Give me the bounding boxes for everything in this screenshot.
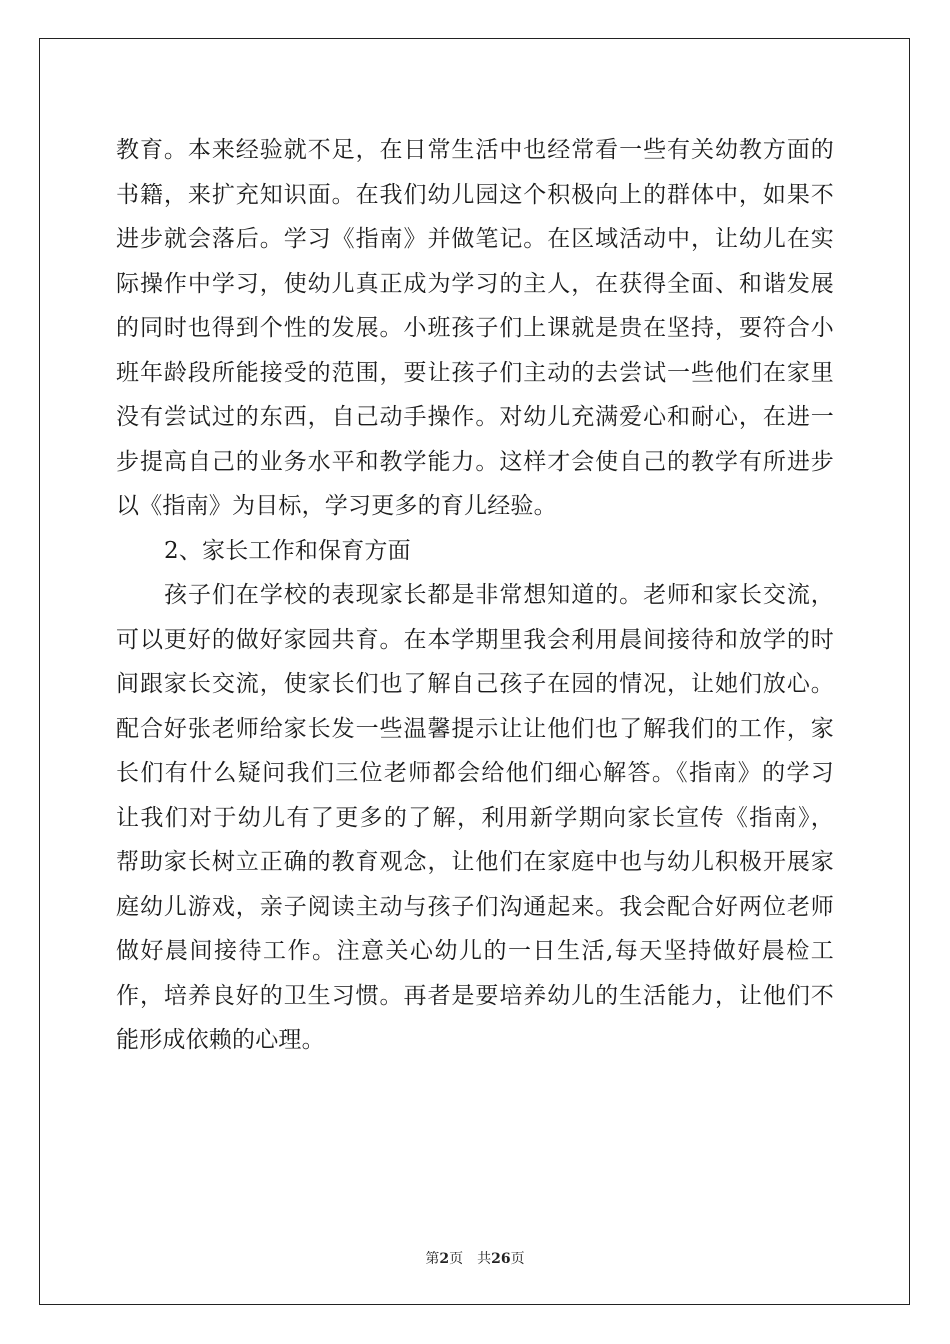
document-body <box>116 128 834 1063</box>
body-line: 庭幼儿游戏，亲子阅读主动与孩子们沟通起来。我会配合好两位老师 <box>116 893 834 920</box>
body-line: 长们有什么疑问我们三位老师都会给他们细心解答。《指南》的学习 <box>116 760 834 786</box>
page-mid: 页 共 <box>449 1251 492 1267</box>
body-line: 做好晨间接待工作。注意关心幼儿的一日生活,每天坚持做好晨检工 <box>116 938 834 964</box>
body-line: 没有尝试过的东西，自己动手操作。对幼儿充满爱心和耐心，在进一 <box>116 404 834 430</box>
body-line: 以《指南》为目标，学习更多的育儿经验。 <box>116 493 557 519</box>
body-line: 班年龄段所能接受的范围，要让孩子们主动的去尝试一些他们在家里 <box>116 359 834 386</box>
body-line: 进步就会落后。学习《指南》并做笔记。在区域活动中，让幼儿在实 <box>116 226 834 252</box>
body-line: 的同时也得到个性的发展。小班孩子们上课就是贵在坚持，要符合小 <box>116 315 834 341</box>
body-line: 作，培养良好的卫生习惯。再者是要培养幼儿的生活能力，让他们不 <box>116 982 834 1009</box>
body-line: 能形成依赖的心理。 <box>116 1027 325 1053</box>
section-heading: 2、家长工作和保育方面 <box>164 537 411 564</box>
body-line: 步提高自己的业务水平和教学能力。这样才会使自己的教学有所进步 <box>116 448 834 475</box>
page-footer <box>0 1248 950 1268</box>
body-line: 书籍，来扩充知识面。在我们幼儿园这个积极向上的群体中，如果不 <box>116 181 834 208</box>
body-line: 可以更好的做好家园共育。在本学期里我会利用晨间接待和放学的时 <box>116 626 834 653</box>
body-line: 配合好张老师给家长发一些温馨提示让让他们也了解我们的工作，家 <box>116 715 834 742</box>
body-line: 孩子们在学校的表现家长都是非常想知道的。老师和家长交流， <box>164 582 834 608</box>
body-line: 际操作中学习，使幼儿真正成为学习的主人，在获得全面、和谐发展 <box>116 270 834 297</box>
page-suffix: 页 <box>510 1251 525 1267</box>
body-line: 间跟家长交流，使家长们也了解自己孩子在园的情况，让她们放心。 <box>116 671 834 697</box>
body-line: 让我们对于幼儿有了更多的了解，利用新学期向家长宣传《指南》， <box>116 804 834 831</box>
body-line: 教育。本来经验就不足，在日常生活中也经常看一些有关幼教方面的 <box>116 137 834 163</box>
page-total: 26 <box>491 1251 511 1267</box>
page-current: 2 <box>439 1251 450 1267</box>
body-line: 帮助家长树立正确的教育观念，让他们在家庭中也与幼儿积极开展家 <box>116 849 834 875</box>
page-prefix: 第 <box>425 1251 440 1267</box>
